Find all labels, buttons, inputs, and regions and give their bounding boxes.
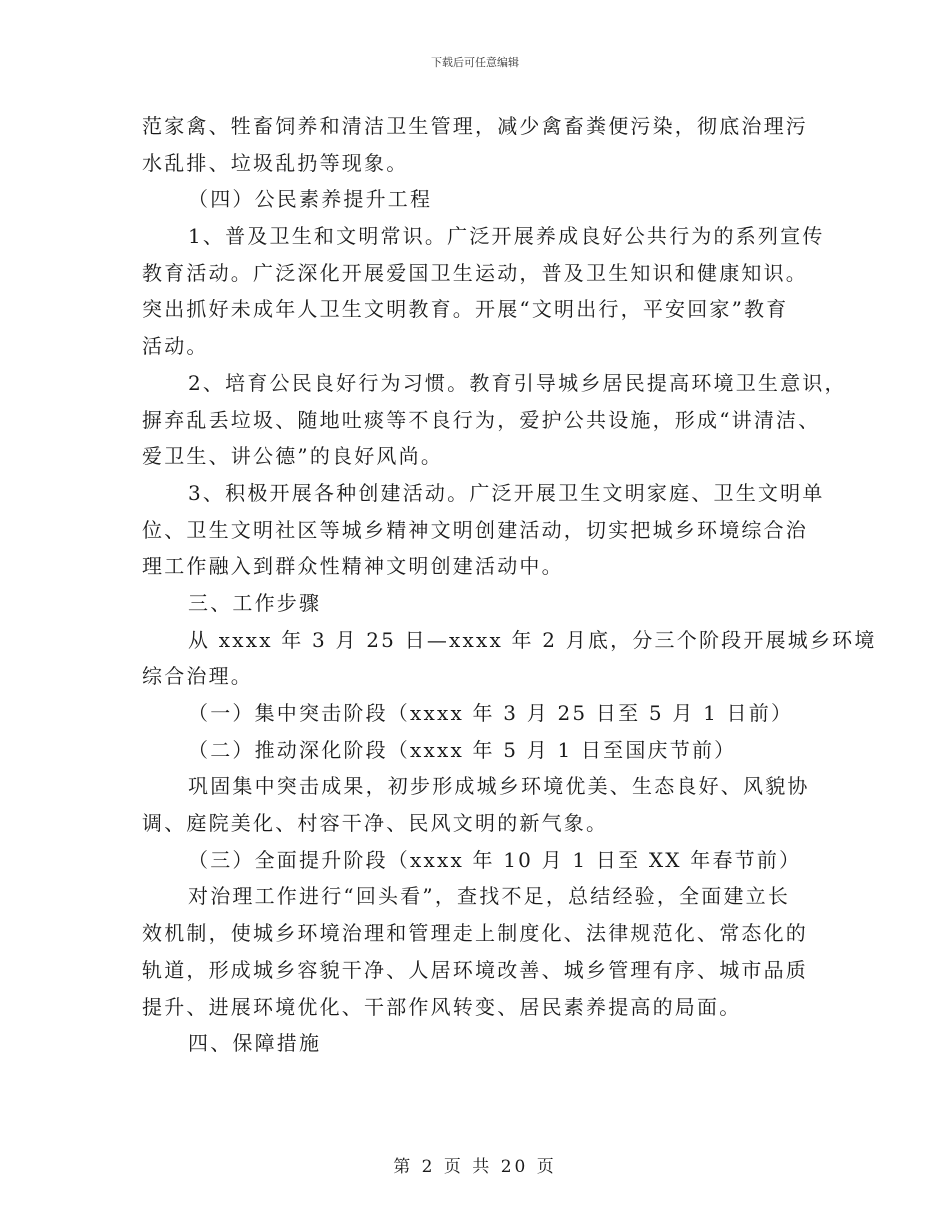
text-line: 活动。 xyxy=(142,334,209,359)
text-line: 综合治理。 xyxy=(142,664,253,689)
text-line: 对治理工作进行“回头看”，查找不足，总结经验，全面建立长 xyxy=(188,884,791,909)
text-line: 轨道，形成城乡容貌干净、人居环境改善、城乡管理有序、城市品质 xyxy=(142,957,808,982)
text-line: 突出抓好未成年人卫生文明教育。开展“文明出行，平安回家”教育 xyxy=(142,297,789,322)
text-line: 3、积极开展各种创建活动。广泛开展卫生文明家庭、卫生文明单 xyxy=(188,480,825,505)
text-line: 教育活动。广泛深化开展爱国卫生运动，普及卫生知识和健康知识。 xyxy=(142,260,808,285)
text-line: 水乱排、垃圾乱扔等现象。 xyxy=(142,150,409,175)
section-heading: 三、工作步骤 xyxy=(188,590,322,615)
subsection-heading: （二）推动深化阶段（xxxx 年 5 月 1 日至国庆节前） xyxy=(188,737,737,762)
page-header: 下载后可任意编辑 xyxy=(431,56,519,69)
section-heading: （四）公民素养提升工程 xyxy=(188,187,433,212)
text-line: 位、卫生文明社区等城乡精神文明创建活动，切实把城乡环境综合治 xyxy=(142,517,808,542)
text-line: 1、普及卫生和文明常识。广泛开展养成良好公共行为的系列宣传 xyxy=(188,224,825,249)
text-line: 摒弃乱丢垃圾、随地吐痰等不良行为，爱护公共设施，形成“讲清洁、 xyxy=(142,407,821,432)
page-number: 第 2 页 共 20 页 xyxy=(393,1157,557,1177)
text-line: 理工作融入到群众性精神文明创建活动中。 xyxy=(142,554,564,579)
text-line: 2、培育公民良好行为习惯。教育引导城乡居民提高环境卫生意识， xyxy=(188,370,847,395)
text-line: 调、庭院美化、村容干净、民风文明的新气象。 xyxy=(142,811,609,836)
text-line: 巩固集中突击成果，初步形成城乡环境优美、生态良好、风貌协 xyxy=(188,774,810,799)
text-line: 提升、进展环境优化、干部作风转变、居民素养提高的局面。 xyxy=(142,994,742,1019)
text-line: 从 xxxx 年 3 月 25 日—xxxx 年 2 月底，分三个阶段开展城乡环境 xyxy=(188,627,877,652)
subsection-heading: （一）集中突击阶段（xxxx 年 3 月 25 日至 5 月 1 日前） xyxy=(188,701,794,725)
section-heading: 四、保障措施 xyxy=(188,1031,322,1056)
document-body xyxy=(142,108,877,1062)
text-line: 效机制，使城乡环境治理和管理走上制度化、法律规范化、常态化的 xyxy=(142,921,808,946)
text-line: 爱卫生、讲公德”的良好风尚。 xyxy=(142,444,444,469)
subsection-heading: （三）全面提升阶段（xxxx 年 10 月 1 日至 XX 年春节前） xyxy=(188,847,802,872)
text-line: 范家禽、牲畜饲养和清洁卫生管理，减少禽畜粪便污染，彻底治理污 xyxy=(142,114,808,138)
